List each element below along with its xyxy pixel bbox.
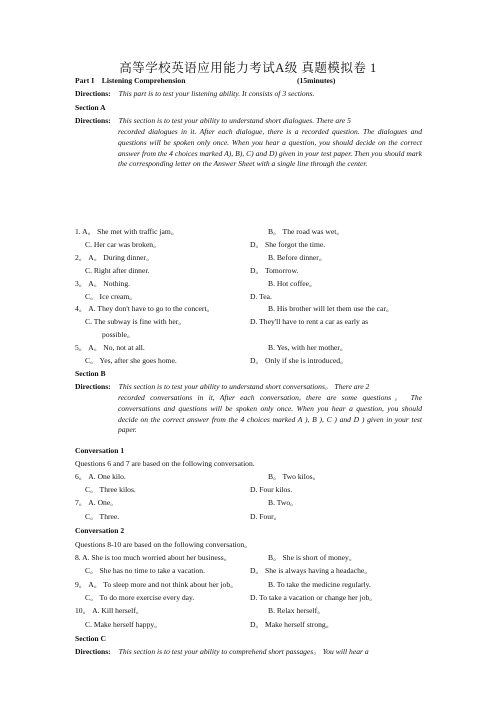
directions-text-first: This section is to test your ability to understand short conversations。 There are 2 <box>118 382 370 391</box>
option-left: C。 To do more exercise every day. <box>85 592 195 602</box>
directions-main <box>75 89 314 99</box>
option-left: C. Make herself happy。 <box>85 619 162 629</box>
option-right: B。 She is short of money。 <box>268 553 357 562</box>
option-left: C. The subway is fine with her。 <box>85 317 186 327</box>
section-a-directions <box>75 116 351 126</box>
option-left: possible。 <box>102 330 135 340</box>
option-left: 7。 A. One。 <box>75 498 118 508</box>
option-left: 2。 A。 During dinner。 <box>75 252 154 262</box>
conversation-2-title: Conversation 2 <box>75 526 125 535</box>
section-b-directions-body: recorded conversations in it, After each conversation, there are some questions。 The conversations and questions will be spoken only once. When you hear a question, you should decide on the correct answer from the 4 choices marked A ), B ), C ) and D ) given in your test paper. <box>118 393 422 435</box>
section-a-title: Section A <box>75 103 106 112</box>
option-right: B. Relax herself。 <box>268 606 325 616</box>
conversation-1-intro: Questions 6 and 7 are based on the following conversation. <box>75 459 255 468</box>
conversation-2-intro: Questions 8-10 are based on the following conversation。 <box>75 540 252 549</box>
option-left: C。 Ice cream。 <box>85 291 137 301</box>
option-right: D. Four kilos. <box>250 485 293 495</box>
part-label: Part I <box>75 76 95 85</box>
directions-label: Directions: <box>75 647 111 656</box>
option-left: 9。 A。 To sleep more and not think about her job。 <box>75 579 238 589</box>
option-left: C。 Yes, after she goes home. <box>85 356 177 365</box>
page-title: 高等学校英语应用能力考试A级 真题模拟卷 1 <box>119 61 377 75</box>
option-right: B. Before dinner。 <box>268 252 327 262</box>
directions-label: Directions: <box>75 89 111 98</box>
option-left: 10。 A. Kill herself。 <box>75 606 144 616</box>
directions-label: Directions: <box>75 116 111 125</box>
option-left: 8. A. She is too much worried about her business。 <box>75 553 232 562</box>
option-right: B. Hot coffee。 <box>268 278 317 288</box>
section-b-directions <box>75 382 369 392</box>
option-left: 6。 A. One kilo. <box>75 472 126 481</box>
section-c-directions <box>75 647 369 657</box>
option-left: C. Right after dinner. <box>85 265 150 275</box>
section-b-title: Section B <box>75 369 106 378</box>
option-right: D. Four。 <box>250 511 282 521</box>
option-left: C。 She has no time to take a vacation. <box>85 566 205 576</box>
directions-text-first: This section is to test your ability to comprehend short passages。 You will hear a <box>118 647 369 656</box>
directions-text: This part is to test your listening ability. It consists of 3 sections. <box>118 89 315 98</box>
option-left: 1. A。 She met with traffic jam。 <box>75 227 179 236</box>
part-heading <box>75 76 185 86</box>
option-left: 5。 A。 No, not at all. <box>75 343 145 353</box>
option-left: C。 Three kilos. <box>85 485 136 495</box>
option-right: B。 The road was wet。 <box>268 227 344 236</box>
option-left: C。 Three. <box>85 511 120 521</box>
option-right: B。 Two kilos。 <box>268 472 321 481</box>
option-right: D. Tea. <box>250 291 272 301</box>
directions-label: Directions: <box>75 382 111 391</box>
option-right: D。 Only if she is introduced。 <box>250 356 348 365</box>
option-left: 4。 A. They don't have to go to the concert。 <box>75 304 215 314</box>
option-left: 3。 A。 Nothing. <box>75 278 131 288</box>
part-time: (15minutes) <box>297 76 336 85</box>
conversation-1-title: Conversation 1 <box>75 446 125 455</box>
directions-text-first: This section is to test your ability to understand short dialogues. There are 5 <box>118 116 351 125</box>
option-right: D。 Make herself strong。 <box>250 619 334 629</box>
section-c-title: Section C <box>75 634 107 643</box>
option-right: D. They'll have to rent a car as early as <box>250 317 369 327</box>
option-right: D. To take a vacation or change her job。 <box>250 592 377 602</box>
option-right: D。 She is always having a headache。 <box>250 566 372 576</box>
option-left: C. Her car was broken。 <box>85 239 161 249</box>
option-right: B. Two。 <box>268 498 298 508</box>
option-right: B. Yes, with her mother。 <box>268 343 348 353</box>
option-right: D。 She forgot the time. <box>250 239 326 249</box>
part-name: Listening Comprehension <box>101 76 186 85</box>
option-right: D。 Tomorrow. <box>250 265 299 275</box>
option-right: B. To take the medicine regularly. <box>268 579 371 589</box>
option-right: B. His brother will let them use the car。 <box>268 304 394 314</box>
section-a-directions-body: recorded dialogues in it. After each dialogue, there is a recorded question. The dialogues and questions will be spoken only once. When you hear a question, you should decide on the correct answer from the 4 choices marked A), B), C) and D) given in your test paper. Then you should mark the corresponding letter on the Answer Sheet with a single line through the center. <box>118 127 422 169</box>
